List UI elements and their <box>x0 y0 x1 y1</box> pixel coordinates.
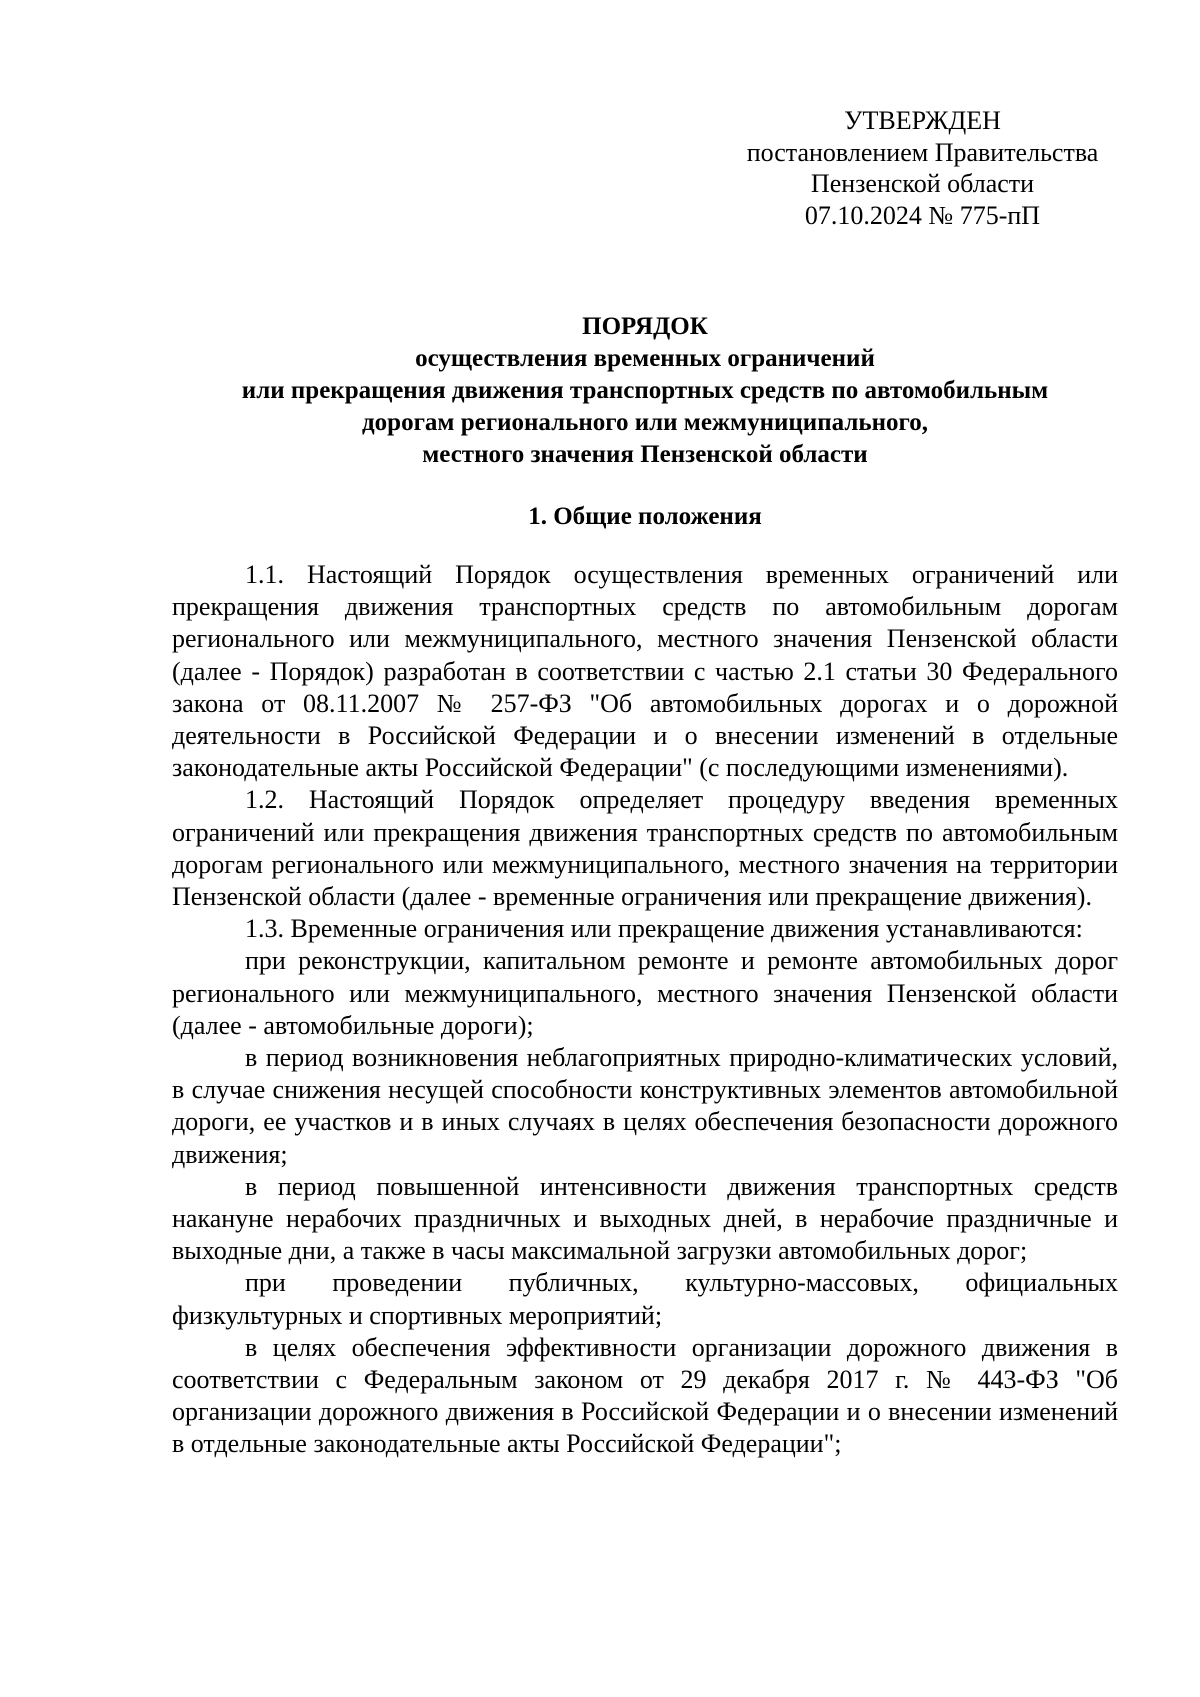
approval-stamp <box>725 105 1120 231</box>
title-line-2: осуществления временных ограничений <box>415 345 875 372</box>
title-line-3: или прекращения движения транспортных средств по автомобильным <box>241 377 1049 404</box>
paragraph-1-2: 1.2. Настоящий Порядок определяет процедуру введения временных ограничений или прекращения движения транспортных средств по автомобильным дорогам регионального или межмуниципального, местного значения на территории Пензенской области (далее - временные ограничения или прекращение движения). <box>172 785 1118 912</box>
list-item-reconstruction: при реконструкции, капитальном ремонте и ремонте автомобильных дорог регионального или межмуниципального, местного значения Пензенской области (далее - автомобильные дороги); <box>172 946 1118 1040</box>
document-title <box>172 311 1118 471</box>
approval-status: УТВЕРЖДЕН <box>844 106 1001 135</box>
list-item-traffic-intensity: в период повышенной интенсивности движения транспортных средств накануне нерабочих праздничных и выходных дней, в нерабочие праздничные и выходные дни, а также в часы максимальной загрузки автомобильных дорог; <box>172 1171 1118 1266</box>
list-item-public-events: при проведении публичных, культурно-массовых, официальных физкультурных и спортивных мероприятий; <box>172 1268 1118 1330</box>
list-item-climate: в период возникновения неблагоприятных природно-климатических условий, в случае снижения несущей способности конструктивных элементов автомобильной дороги, ее участков и в иных случаях в целях обеспечения безопасности дорожного движения; <box>172 1043 1118 1169</box>
title-line-1: ПОРЯДОК <box>582 313 708 340</box>
section-heading: 1. Общие положения <box>528 503 762 530</box>
title-line-5: местного значения Пензенской области <box>422 441 868 468</box>
list-item-traffic-organization: в целях обеспечения эффективности организации дорожного движения в соответствии с Федеральным законом от 29 декабря 2017 г. № 443-ФЗ "Об организации дорожного движения в Российской Федерации и о внесении изменений в отдельные законодательные акты Российской Федерации"; <box>172 1332 1118 1459</box>
approval-date-number: 07.10.2024 № 775-пП <box>804 200 1041 230</box>
title-line-4: дорогам регионального или межмуниципального, <box>362 409 928 436</box>
paragraph-1-3: 1.3. Временные ограничения или прекращение движения устанавливаются: <box>245 914 1083 944</box>
section-body <box>172 559 1118 1461</box>
paragraph-1-1: 1.1. Настоящий Порядок осуществления временных ограничений или прекращения движения транспортных средств по автомобильным дорогам регионального или межмуниципального, местного значения Пензенской области (далее - Порядок) разработан в соответствии с частью 2.1 статьи 30 Федерального закона от 08.11.2007 № 257-ФЗ "Об автомобильных дорогах и о дорожной деятельности в Российской Федерации и о внесении изменений в отдельные законодательные акты Российской Федерации" (с последующими изменениями). <box>172 560 1118 783</box>
approval-region: Пензенской области <box>810 169 1035 198</box>
approval-authority: постановлением Правительства <box>746 137 1099 167</box>
